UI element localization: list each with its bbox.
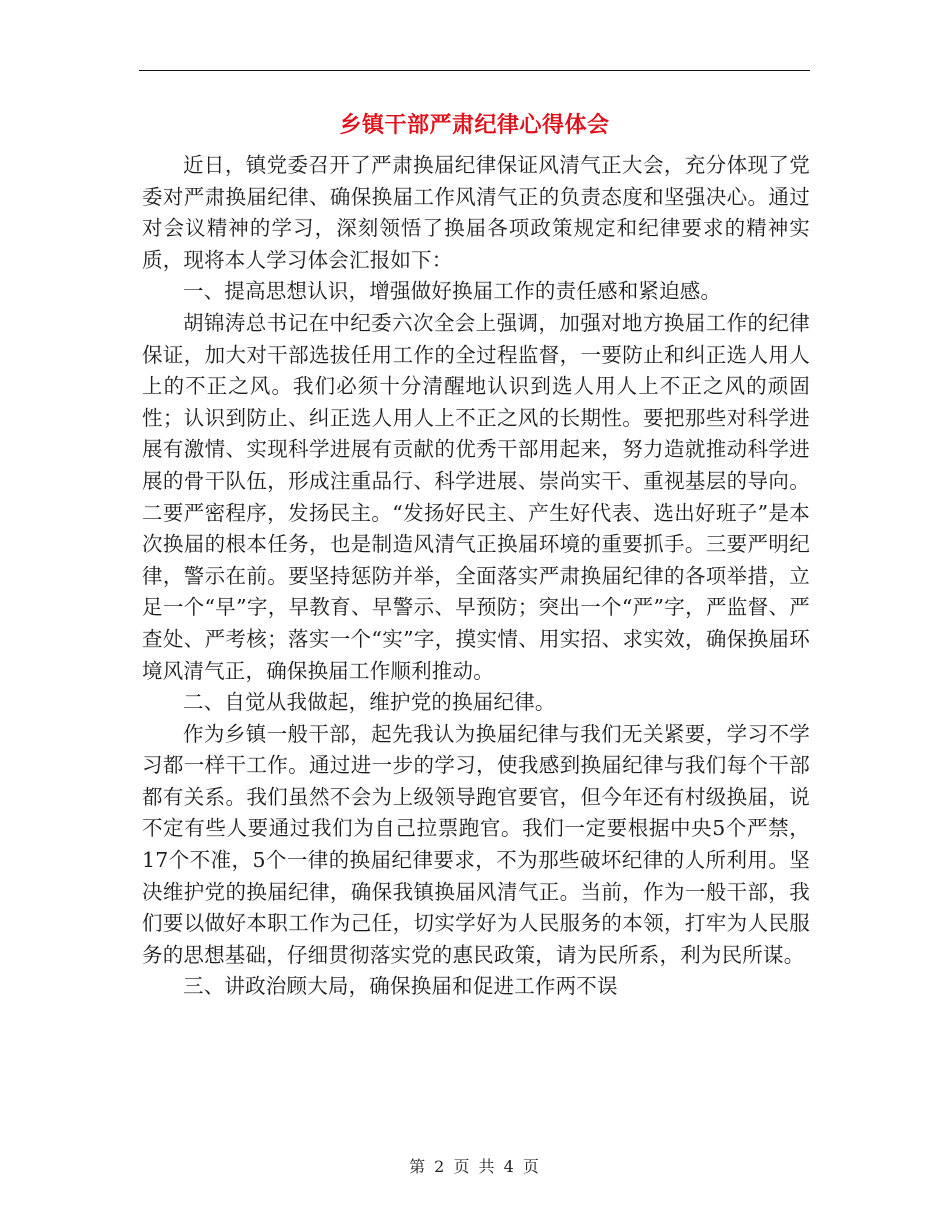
document-title: 乡镇干部严肃纪律心得体会: [339, 113, 610, 138]
paragraph-section-1: 胡锦涛总书记在中纪委六次全会上强调，加强对地方换届工作的纪律保证，加大对干部选拔任用工作的全过程监督，一要防止和纠正选人用人上的不正之风。我们必须十分清醒地认识到选人用人上不正之风的顽固性；认识到防止、纠正选人用人上不正之风的长期性。要把那些对科学进展有激情、实现科学进展有贡献的优秀干部用起来，努力造就推动科学进展的骨干队伍，形成注重品行、科学进展、崇尚实干、重视基层的导向。二要严密程序，发扬民主。“发扬好民主、产生好代表、选出好班子”是本次换届的根本任务，也是制造风清气正换届环境的重要抓手。三要严明纪律，警示在前。要坚持惩防并举，全面落实严肃换届纪律的各项举措，立足一个“早”字，早教育、早警示、早预防；突出一个“严”字，严监督、严查处、严考核；落实一个“实”字，摸实情、用实招、求实效，确保换届环境风清气正，确保换届工作顺利推动。: [142, 310, 810, 683]
paragraph-intro: 近日，镇党委召开了严肃换届纪律保证风清气正大会，充分体现了党委对严肃换届纪律、确保换届工作风清气正的负责态度和坚强决心。通过对会议精神的学习，深刻领悟了换届各项政策规定和纪律要求的精神实质，现将本人学习体会汇报如下：: [142, 153, 810, 272]
document-body: [142, 150, 810, 1003]
section-heading-1: 一、提高思想认识，增强做好换届工作的责任感和紧迫感。: [183, 279, 722, 304]
header-rule: [139, 70, 810, 71]
paragraph-section-2: 作为乡镇一般干部，起先我认为换届纪律与我们无关紧要，学习不学习都一样干工作。通过进一步的学习，使我感到换届纪律与我们每个干部都有关系。我们虽然不会为上级领导跑官要官，但今年还有村级换届，说不定有些人要通过我们为自己拉票跑官。我们一定要根据中央5个严禁，17个不准，5个一律的换届纪律要求，不为那些破坏纪律的人所利用。坚决维护党的换届纪律，确保我镇换届风清气正。当前，作为一般干部，我们要以做好本职工作为己任，切实学好为人民服务的本领，打牢为人民服务的思想基础，仔细贯彻落实党的惠民政策，请为民所系，利为民所谋。: [142, 721, 810, 967]
section-heading-2: 二、自觉从我做起，维护党的换届纪律。: [183, 690, 556, 715]
section-heading-3: 三、讲政治顾大局，确保换届和促进工作两不误: [183, 974, 618, 999]
page-number-footer: 第 2 页 共 4 页: [409, 1157, 541, 1176]
